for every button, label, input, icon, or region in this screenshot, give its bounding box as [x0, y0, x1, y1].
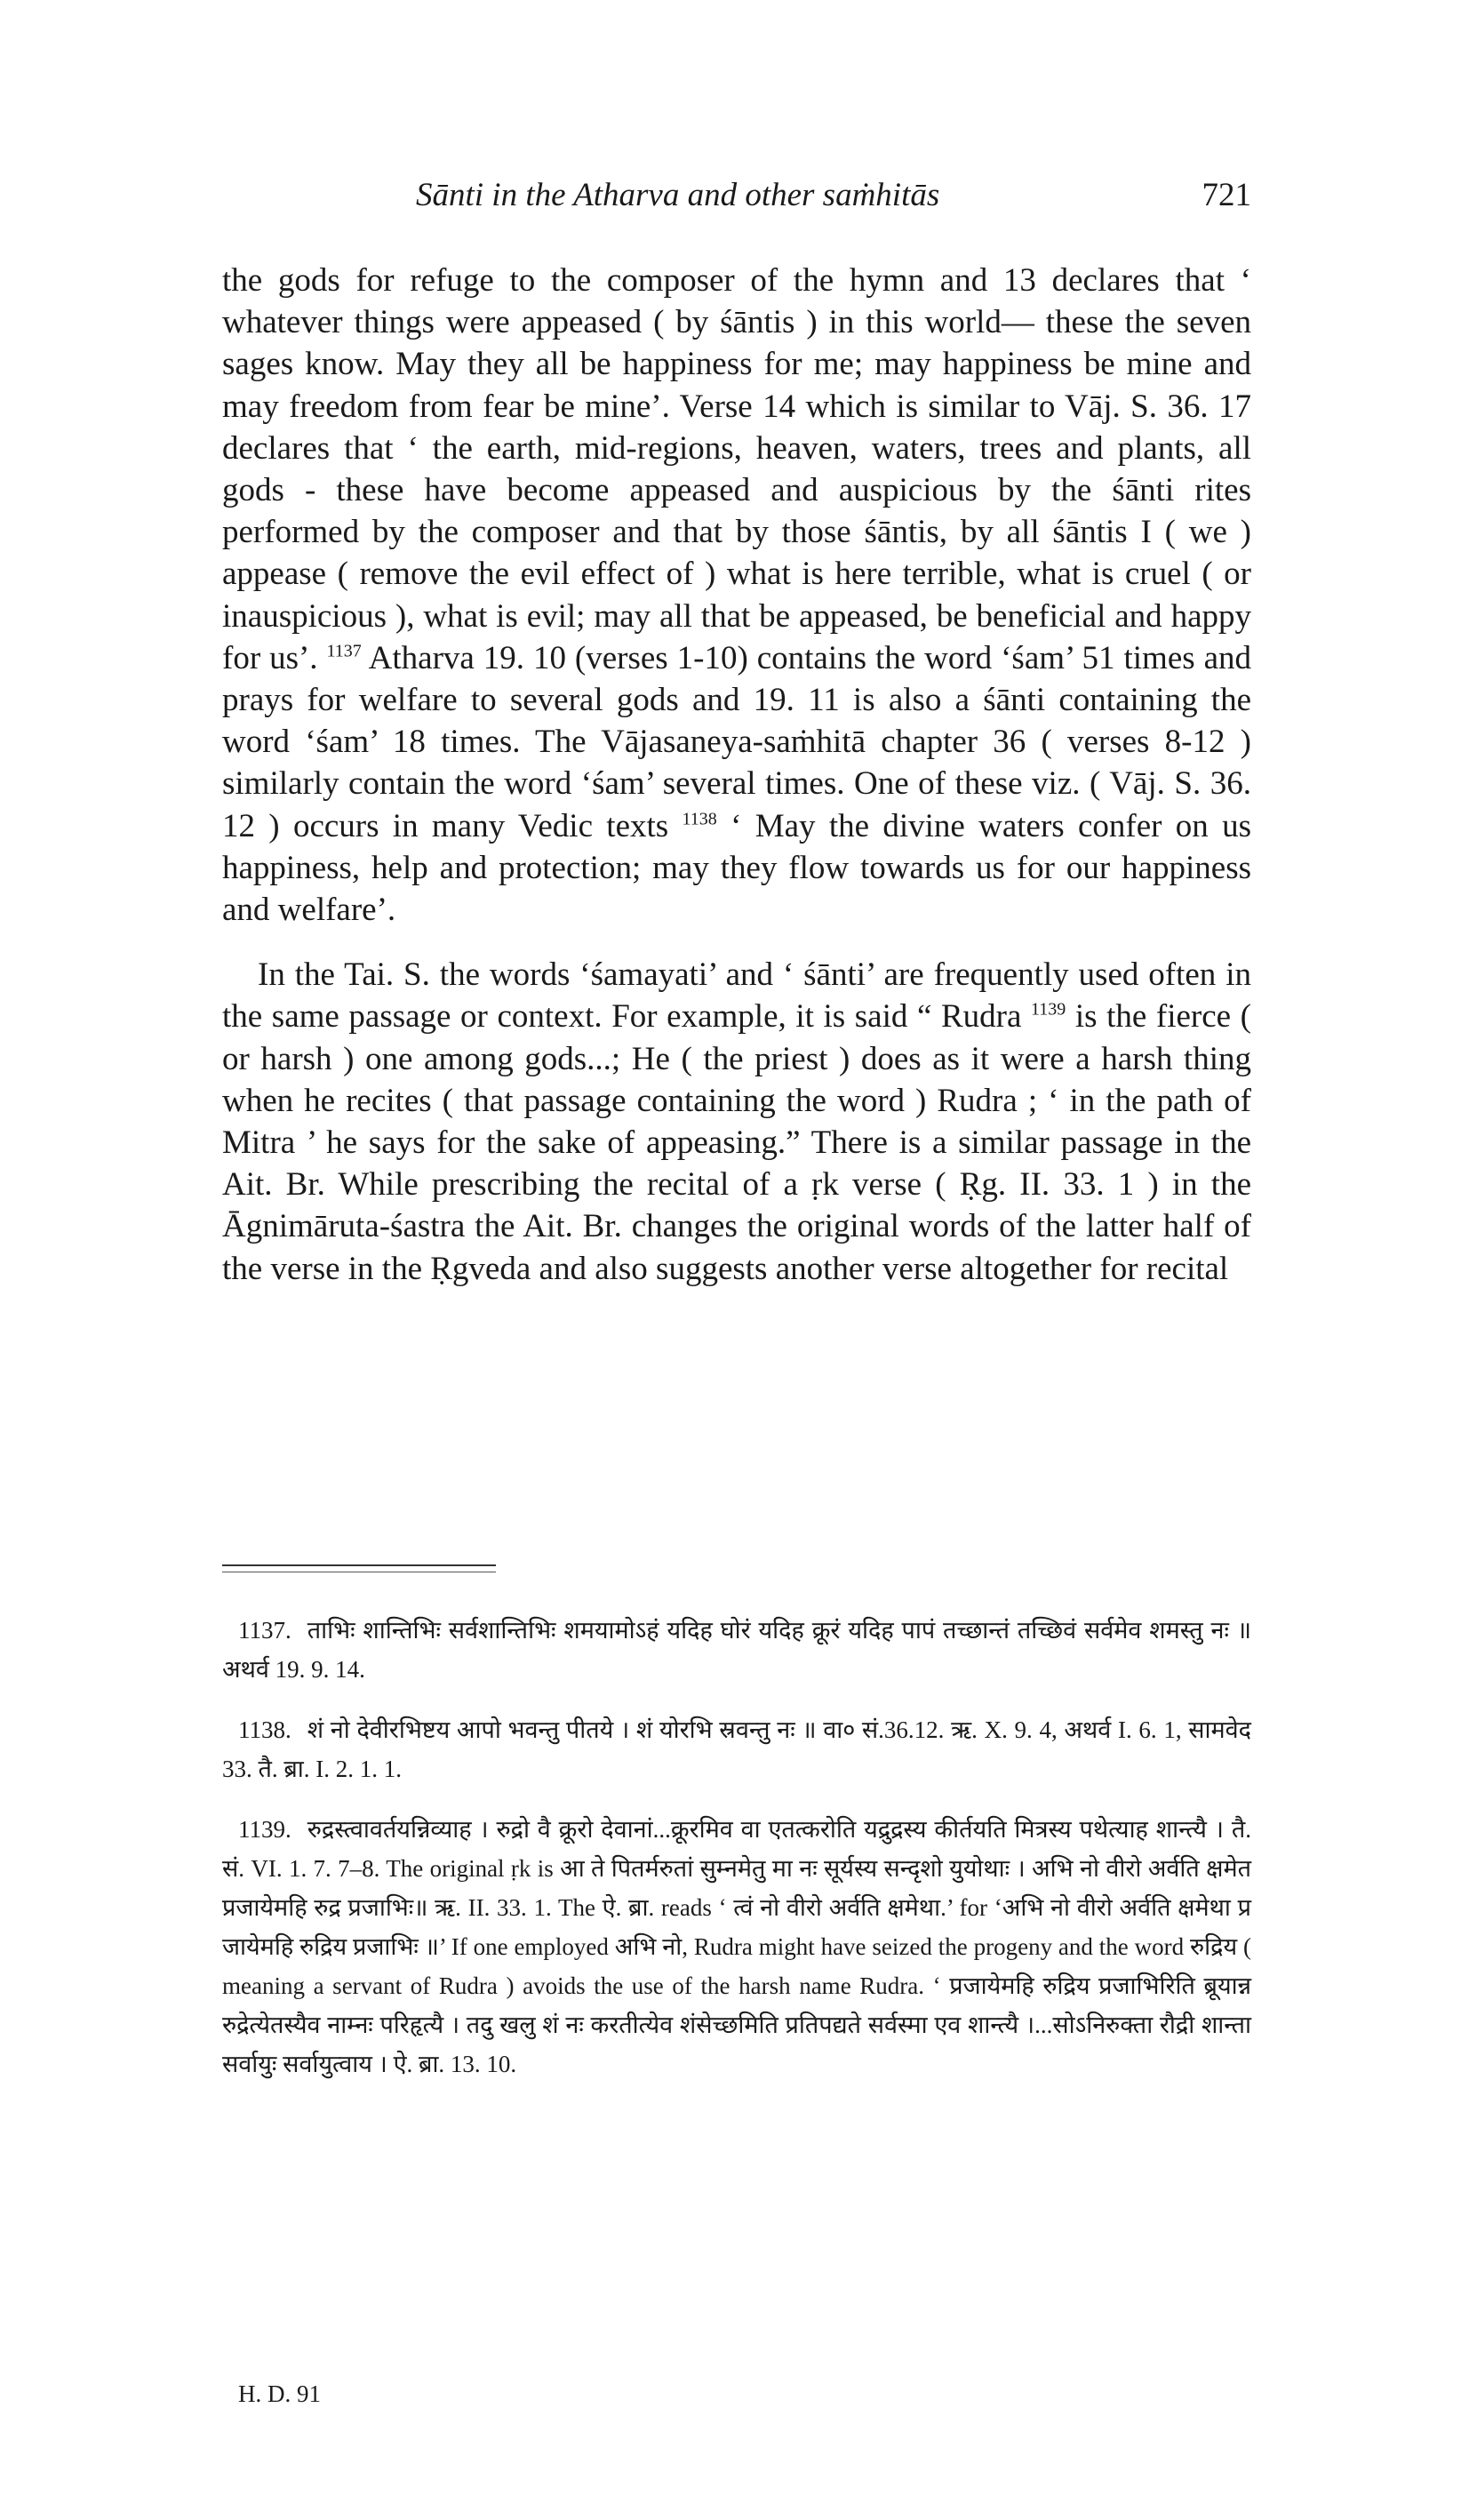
paragraph-1-part-3: ‘ May the divine waters confer on us happiness, help and protection; may they flow towards us for our happiness and welfare’.: [222, 807, 1252, 929]
footnote-text: शं नो देवीरभिष्टय आपो भवन्तु पीतये । शं योरभि स्रवन्तु नः ॥ वा० सं.36.12. ऋ. X. 9. 4, अथर्व I. 6. 1, सामवेद 33. तै. ब्रा. I. 2. 1. 1.: [222, 1716, 1251, 1782]
footnotes: [222, 1611, 1251, 2105]
paragraph-1-part-1: the gods for refuge to the composer of the hymn and 13 declares that ‘ whatever things were appeased ( by śāntis ) in this world— these the seven sages know. May they all be happiness for me; may happiness be mine and may freedom from fear be mine’. Verse 14 which is similar to Vāj. S. 36. 17 declares that ‘ the earth, mid-regions, heaven, waters, trees and plants, all gods - these have become appeased and auspicious by the śānti rites performed by the composer and that by those śāntis, by all śāntis I ( we ) appease ( remove the evil effect of ) what is here terrible, what is cruel ( or inauspicious ), what is evil; may all that be appeased, be beneficial and happy for us’.: [222, 262, 1251, 676]
footnote-1139: [222, 1810, 1251, 2084]
footnote-text: रुद्रस्त्वावर्तयन्निव्याह । रुद्रो वै क्रूरो देवानां...क्रूरमिव वा एतत्करोति यद्रुद्रस्य कीर्तयति मित्रस्य पथेत्याह शान्त्यै । तै. सं. VI. 1. 7. 7–8. The original ṛk is आ ते पितर्मरुतां सुम्नमेतु मा नः सूर्यस्य सन्दृशो युयोथाः । अभि नो वीरो अर्वति क्षमेत प्रजायेमहि रुद्र प्रजाभिः॥ ऋ. II. 33. 1. The ऐ. ब्रा. reads ‘ त्वं नो वीरो अर्वति क्षमेथा.’ for ‘अभि नो वीरो अर्वति क्षमेथा प्र जायेमहि रुद्रिय प्रजाभिः ॥’ If one employed अभि नो, Rudra might have seized the progeny and the word रुद्रिय ( meaning a servant of Rudra ) avoids the use of the harsh name Rudra. ‘ प्रजायेमहि रुद्रिय प्रजाभिरिति ब्रूयान्न रुद्रेत्येतस्यैव नाम्नः परिहृत्यै । तदु खलु शं नः करतीत्येव शंसेच्छमिति प्रतिपद्यते सर्वस्मा एव शान्त्यै ।...सोऽनिरुक्ता रौद्री शान्ता सर्वायुः सर्वायुत्वाय । ऐ. ब्रा. 13. 10.: [222, 1816, 1251, 2077]
paragraph-1: [222, 260, 1251, 931]
paragraph-2-part-1: In the Tai. S. the words ‘śamayati’ and ‘ śānti’ are frequently used often in the same passage or context. For example, it is said “ Rudra: [222, 956, 1251, 1036]
footnote-number: 1137.: [238, 1617, 291, 1644]
footnote-ref-1139: 1139: [1030, 1000, 1066, 1020]
footnote-separator: [222, 1564, 496, 1566]
page-header: [222, 176, 1251, 229]
main-text: [222, 260, 1251, 1290]
running-title: Sānti in the Atharva and other saṁhitās: [416, 177, 940, 213]
footnote-1137: [222, 1611, 1251, 1689]
footnote-ref-1138: 1138: [682, 809, 717, 829]
paragraph-1-part-2: Atharva 19. 10 (verses 1-10) contains the word ‘śam’ 51 times and prays for welfare to several gods and 19. 11 is also a śānti containing the word ‘śam’ 18 times. The Vājasaneya-saṁhitā chapter 36 ( verses 8-12 ) similarly contain the word ‘śam’ several times. One of these viz. ( Vāj. S. 36. 12 ) occurs in many Vedic texts: [222, 639, 1252, 844]
page-number: 721: [1202, 177, 1251, 213]
signature-mark: H. D. 91: [238, 2380, 321, 2407]
footnote-1138: [222, 1710, 1251, 1788]
paragraph-2-part-2: is the fierce ( or harsh ) one among gods...; He ( the priest ) does as it were a harsh thing when he recites ( that passage containing the word ) Rudra ; ‘ in the path of Mitra ’ he says for the sake of appeasing.” There is a similar passage in the Ait. Br. While prescribing the recital of a ṛk verse ( Ṛg. II. 33. 1 ) in the Āgnimāruta-śastra the Ait. Br. changes the original words of the latter half of the verse in the Ṛgveda and also suggests another verse altogether for recital: [222, 998, 1251, 1287]
footnote-number: 1138.: [238, 1716, 291, 1743]
footnote-number: 1139.: [238, 1816, 291, 1843]
footnote-text: ताभिः शान्तिभिः सर्वशान्तिभिः शमयामोऽहं यदिह घोरं यदिह क्रूरं यदिह पापं तच्छान्तं तच्छिवं सर्वमेव शमस्तु नः ॥ अथर्व 19. 9. 14.: [222, 1617, 1251, 1683]
footnote-ref-1137: 1137: [326, 641, 362, 661]
paragraph-2: [222, 954, 1251, 1290]
